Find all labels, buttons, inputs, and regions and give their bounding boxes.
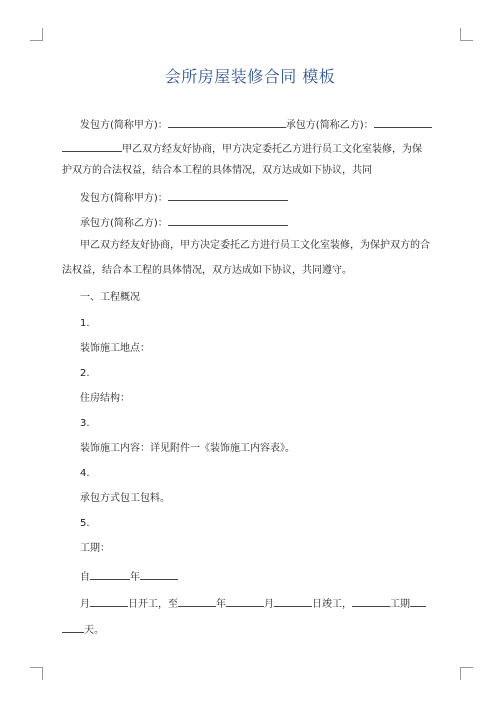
blank-days bbox=[62, 622, 84, 633]
item-number: 1. bbox=[80, 318, 90, 329]
party-b-line bbox=[80, 215, 288, 230]
paragraph-text: 甲乙双方经友好协商，甲方决定委托乙方进行员工文化室装修，为保护双方的合 bbox=[80, 240, 430, 251]
period-start-line bbox=[80, 569, 178, 584]
paragraph-text: 法权益，结合本工程的具体情况，双方达成如下协议，共同遵守。 bbox=[62, 265, 352, 276]
period-days-line bbox=[62, 622, 104, 637]
finish-label: 日竣工， bbox=[312, 599, 352, 610]
blank-day bbox=[90, 596, 128, 607]
label-party-a: 发包方(简称甲方)： bbox=[80, 120, 168, 131]
start-label: 日开工，至 bbox=[128, 599, 178, 610]
item-number: 2. bbox=[80, 368, 90, 379]
period-dates-line bbox=[80, 596, 426, 611]
month-label: 月 bbox=[80, 599, 90, 610]
item-number: 4. bbox=[80, 468, 90, 479]
intro-parties-line bbox=[80, 117, 432, 132]
corner-mark-bottom-right bbox=[460, 667, 473, 680]
blank-end-year bbox=[178, 596, 216, 607]
construction-period: 工期： bbox=[80, 543, 110, 554]
days-label: 天。 bbox=[84, 625, 104, 636]
year-label: 年 bbox=[130, 572, 140, 583]
construction-location: 装饰施工地点： bbox=[80, 343, 150, 354]
paragraph-line bbox=[62, 141, 422, 156]
party-a-label: 发包方(简称甲方)： bbox=[80, 193, 168, 204]
year-label: 年 bbox=[216, 599, 226, 610]
blank-leading bbox=[62, 141, 122, 152]
party-a-line bbox=[80, 190, 288, 205]
party-b-label: 承包方(简称乙方)： bbox=[80, 218, 168, 229]
item-number: 5. bbox=[80, 518, 90, 529]
label-party-b: 承包方(简称乙方)： bbox=[285, 120, 374, 131]
section-heading: 一、工程概况 bbox=[80, 292, 140, 303]
corner-mark-bottom-left bbox=[30, 667, 43, 680]
document-title: 会所房屋装修合同 模板 bbox=[164, 67, 336, 86]
construction-content: 装饰施工内容：详见附件一《装饰施工内容表》。 bbox=[80, 443, 295, 454]
blank-party-b bbox=[374, 117, 432, 128]
contract-mode: 承包方式包工包料。 bbox=[80, 493, 170, 504]
paragraph-text: 护双方的合法权益，结合本工程的具体情况，双方达成如下协议，共同 bbox=[62, 165, 372, 176]
duration-label: 工期 bbox=[390, 599, 410, 610]
corner-mark-top-right bbox=[460, 28, 473, 41]
blank-duration-tail bbox=[410, 596, 426, 607]
from-label: 自 bbox=[80, 572, 90, 583]
party-b-blank bbox=[168, 215, 288, 226]
blank-year bbox=[90, 569, 130, 580]
blank-party-a bbox=[168, 117, 286, 128]
blank-duration bbox=[352, 596, 390, 607]
blank-month bbox=[140, 569, 178, 580]
corner-mark-top-left bbox=[30, 28, 43, 41]
blank-end-day bbox=[274, 596, 312, 607]
month-label: 月 bbox=[264, 599, 274, 610]
blank-end-month bbox=[226, 596, 264, 607]
party-a-blank bbox=[168, 190, 288, 201]
paragraph-text: 甲乙双方经友好协商，甲方决定委托乙方进行员工文化室装修，为保 bbox=[122, 144, 422, 155]
item-number: 3. bbox=[80, 418, 90, 429]
house-structure: 住房结构： bbox=[80, 393, 130, 404]
